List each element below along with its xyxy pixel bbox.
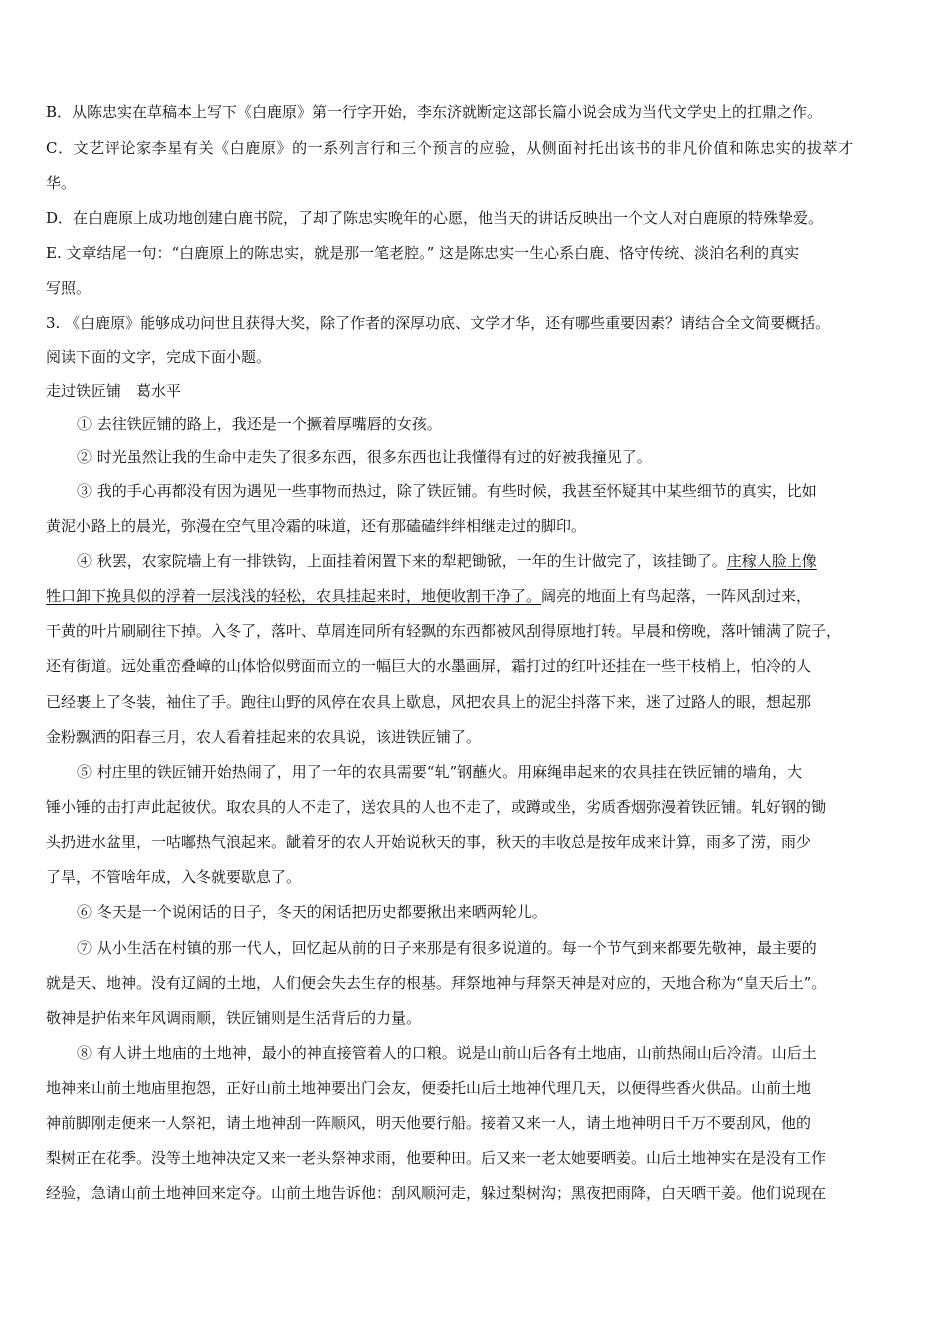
essay-paragraph-8-line5: 经验，急请山前土地神回来定夺。山前土地告诉他：刮风顺河走，躲过梨树沟；黑夜把雨降，白天晒干姜。他们说现在 [46, 1184, 827, 1202]
essay-paragraph-8-line4: 梨树正在花季。没等土地神决定又来一老头祭神求雨，他要种田。后又来一老太她要晒姜。山后土地神实在是没有工作 [46, 1149, 827, 1167]
essay-paragraph-6: ⑥ 冬天是一个说闲话的日子，冬天的闲话把历史都要揪出来晒两轮儿。 [77, 903, 547, 921]
option-e-line2: 写照。 [46, 279, 92, 297]
essay-paragraph-5-line4: 了旱，不管啥年成，入冬就要歇息了。 [46, 868, 302, 886]
essay-paragraph-8-line3: 神前脚刚走便来一人祭祀，请土地神刮一阵顺风，明天他要行船。接着又来一人，请土地神明日千万不要刮风，他的 [46, 1114, 812, 1132]
reading-instruction: 阅读下面的文字，完成下面小题。 [46, 348, 272, 366]
essay-paragraph-2: ② 时光虽然让我的生命中走失了很多东西，很多东西也让我懂得有过的好被我撞见了。 [77, 448, 652, 466]
paragraph-4-text: ④ 秋罢，农家院墙上有一排铁钩，上面挂着闲置下来的犁耙锄锨，一年的生计做完了，该挂锄了。 [77, 552, 727, 570]
question-3: 3. 《白鹿原》能够成功问世且获得大奖，除了作者的深厚功底、文学才华，还有哪些重要因素？请结合全文简要概括。 [46, 314, 831, 332]
essay-paragraph-8-line1: ⑧ 有人讲土地庙的土地神，最小的神直接管着人的口粮。说是山前山后各有土地庙，山前热闹山后冷清。山后土 [77, 1044, 817, 1062]
essay-title-author: 走过铁匠铺 葛水平 [46, 382, 182, 400]
essay-paragraph-4-line2 [46, 586, 811, 606]
essay-paragraph-7-line3: 敬神是护佑来年风调雨顺，铁匠铺则是生活背后的力量。 [46, 1009, 422, 1027]
essay-paragraph-4-line5: 已经裹上了冬装，袖住了手。跑往山野的风停在农具上歇息，风把农具上的泥尘抖落下来，迷了过路人的眼，想起那 [46, 693, 812, 711]
option-d: D．在白鹿原上成功地创建白鹿书院，了却了陈忠实晚年的心愿，他当天的讲话反映出一个文人对白鹿原的特殊挚爱。 [46, 209, 824, 227]
essay-paragraph-5-line2: 锤小锤的击打声此起彼伏。取农具的人不走了，送农具的人也不走了，或蹲或坐，劣质香烟弥漫着铁匠铺。轧好钢的锄 [46, 798, 827, 816]
essay-paragraph-1: ① 去往铁匠铺的路上，我还是一个撅着厚嘴唇的女孩。 [77, 415, 442, 433]
option-b: B．从陈忠实在草稿本上写下《白鹿原》第一行字开始，李东济就断定这部长篇小说会成为当代文学史上的扛鼎之作。 [46, 103, 823, 121]
essay-paragraph-7-line1: ⑦ 从小生活在村镇的那一代人，回忆起从前的日子来那是有很多说道的。每一个节气到来都要先敬神，最主要的 [77, 939, 817, 957]
essay-paragraph-3-line1: ③ 我的手心再都没有因为遇见一些事物而热过，除了铁匠铺。有些时候，我甚至怀疑其中某些细节的真实，比如 [77, 482, 817, 500]
underlined-sentence-part1: 庄稼人脸上像 [726, 552, 817, 570]
paragraph-4-text-continued: 阔亮的地面上有鸟起落，一阵风刮过来， [541, 587, 812, 605]
option-c-line2: 华。 [46, 174, 77, 192]
underlined-sentence-part2: 牲口卸下挽具似的浮着一层浅浅的轻松，农具挂起来时，地便收割干净了。 [46, 587, 542, 605]
essay-paragraph-3-line2: 黄泥小路上的晨光，弥漫在空气里冷霜的味道，还有那磕磕绊绊相继走过的脚印。 [46, 517, 587, 535]
essay-paragraph-5-line1: ⑤ 村庄里的铁匠铺开始热闹了，用了一年的农具需要“轧”钢蘸火。用麻绳串起来的农具挂在铁匠铺的墙角，大 [77, 763, 803, 781]
option-c-line1: C．文艺评论家李星有关《白鹿原》的一系列言行和三个预言的应验，从侧面衬托出该书的非凡价值和陈忠实的拔萃才 [46, 139, 854, 157]
essay-paragraph-4-line1 [77, 551, 817, 571]
essay-paragraph-8-line2: 地神来山前土地庙里抱怨，正好山前土地神要出门会友，便委托山后土地神代理几天，以便得些香火供品。山前土地 [46, 1079, 812, 1097]
option-e-line1: E. 文章结尾一句：“白鹿原上的陈忠实，就是那一笔老腔。” 这是陈忠实一生心系白鹿、恪守传统、淡泊名利的真实 [46, 244, 800, 262]
essay-paragraph-4-line3: 干黄的叶片刷刷往下掉。入冬了，落叶、草屑连同所有轻飘的东西都被风刮得原地打转。早晨和傍晚，落叶铺满了院子， [46, 622, 842, 640]
essay-paragraph-5-line3: 头扔进水盆里，一咕嘟热气浪起来。龇着牙的农人开始说秋天的事，秋天的丰收总是按年成来计算，雨多了涝，雨少 [46, 833, 812, 851]
essay-paragraph-4-line4: 还有街道。远处重峦叠嶂的山体恰似劈面而立的一幅巨大的水墨画屏，霜打过的红叶还挂在一些干枝梢上，怕冷的人 [46, 657, 812, 675]
essay-paragraph-7-line2: 就是天、地神。没有辽阔的土地，人们便会失去生存的根基。拜祭地神与拜祭天神是对应的，天地合称为“皇天后土”。 [46, 974, 827, 992]
essay-paragraph-4-line6: 金粉飘洒的阳春三月，农人看着挂起来的农具说，该进铁匠铺了。 [46, 728, 482, 746]
